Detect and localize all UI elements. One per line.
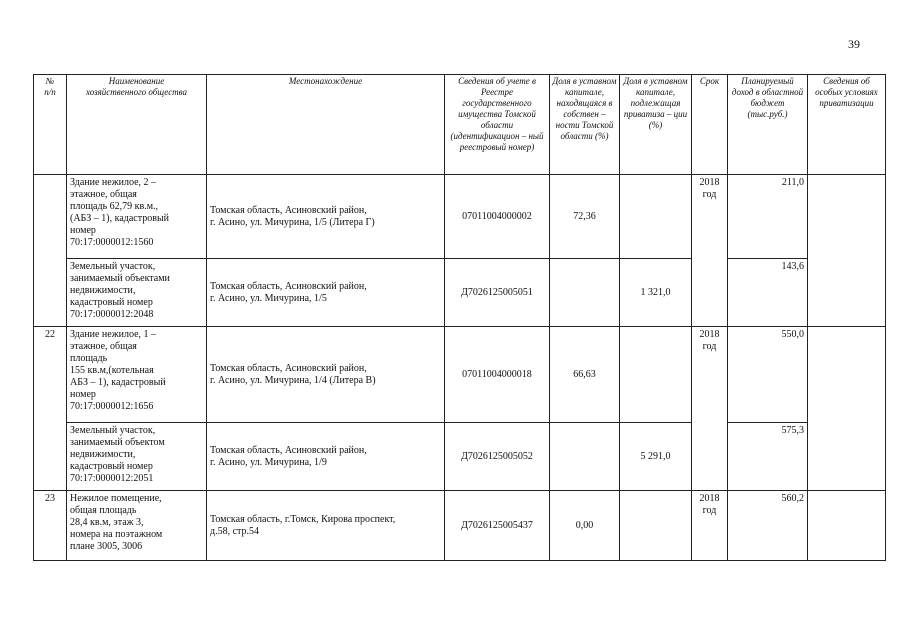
share-privatized: 5 291,0 <box>620 423 692 491</box>
term: 2018 год <box>692 491 728 561</box>
header-registry: Сведения об учете в Реестре государственного имущества Томской области (идентификацион – ный реестровый номер) <box>445 75 550 175</box>
special-conditions <box>808 491 886 561</box>
object-location: Томская область, г.Томск, Кирова проспект, д.58, стр.54 <box>207 491 445 561</box>
share-owned <box>550 423 620 491</box>
header-term: Срок <box>692 75 728 175</box>
share-owned: 0,00 <box>550 491 620 561</box>
privatization-table <box>33 74 886 561</box>
row-number: 22 <box>34 327 67 491</box>
share-owned: 66,63 <box>550 327 620 423</box>
page-number: 39 <box>848 37 860 51</box>
object-location: Томская область, Асиновский район, г. Асино, ул. Мичурина, 1/9 <box>207 423 445 491</box>
share-owned: 72,36 <box>550 175 620 259</box>
planned-income: 575,3 <box>728 423 808 491</box>
planned-income: 211,0 <box>728 175 808 259</box>
header-share-owned: Доля в уставном капитале, находящаяся в собствен – ности Томской области (%) <box>550 75 620 175</box>
table-row <box>34 175 886 259</box>
term: 2018 год <box>692 175 728 327</box>
table-row <box>34 423 886 491</box>
header-location: Местонахождение <box>207 75 445 175</box>
header-number: № п/п <box>34 75 67 175</box>
object-name: Здание нежилое, 1 – этажное, общая площадь 155 кв.м,(котельная АБЗ – 1), кадастровый номер 70:17:0000012:1656 <box>67 327 207 423</box>
object-location: Томская область, Асиновский район, г. Асино, ул. Мичурина, 1/5 (Литера Г) <box>207 175 445 259</box>
share-privatized: 1 321,0 <box>620 259 692 327</box>
share-privatized <box>620 327 692 423</box>
special-conditions <box>808 175 886 327</box>
table-row <box>34 491 886 561</box>
share-owned <box>550 259 620 327</box>
table-row <box>34 259 886 327</box>
share-privatized <box>620 491 692 561</box>
object-name: Земельный участок, занимаемый объектом недвижимости, кадастровый номер 70:17:0000012:2051 <box>67 423 207 491</box>
header-share-privatized: Доля в уставном капитале, подлежащая приватиза – ции (%) <box>620 75 692 175</box>
registry-number: Д7026125005051 <box>445 259 550 327</box>
registry-number: 07011004000018 <box>445 327 550 423</box>
planned-income: 550,0 <box>728 327 808 423</box>
object-location: Томская область, Асиновский район, г. Асино, ул. Мичурина, 1/4 (Литера В) <box>207 327 445 423</box>
planned-income: 143,6 <box>728 259 808 327</box>
object-name: Нежилое помещение, общая площадь 28,4 кв.м, этаж 3, номера на поэтажном плане 3005, 3006 <box>67 491 207 561</box>
planned-income: 560,2 <box>728 491 808 561</box>
table-row <box>34 327 886 423</box>
object-name: Здание нежилое, 2 – этажное, общая площадь 62,79 кв.м., (АБЗ – 1), кадастровый номер 70:17:0000012:1560 <box>67 175 207 259</box>
object-name: Земельный участок, занимаемый объектами недвижимости, кадастровый номер 70:17:0000012:2048 <box>67 259 207 327</box>
special-conditions <box>808 327 886 491</box>
object-location: Томская область, Асиновский район, г. Асино, ул. Мичурина, 1/5 <box>207 259 445 327</box>
row-number <box>34 175 67 327</box>
row-number: 23 <box>34 491 67 561</box>
registry-number: 07011004000002 <box>445 175 550 259</box>
header-conditions: Сведения об особых условиях приватизации <box>808 75 886 175</box>
term: 2018 год <box>692 327 728 491</box>
registry-number: Д7026125005052 <box>445 423 550 491</box>
header-row <box>34 75 886 175</box>
registry-number: Д7026125005437 <box>445 491 550 561</box>
share-privatized <box>620 175 692 259</box>
header-income: Планируемый доход в областной бюджет (тыс.руб.) <box>728 75 808 175</box>
header-name: Наименование хозяйственного общества <box>67 75 207 175</box>
